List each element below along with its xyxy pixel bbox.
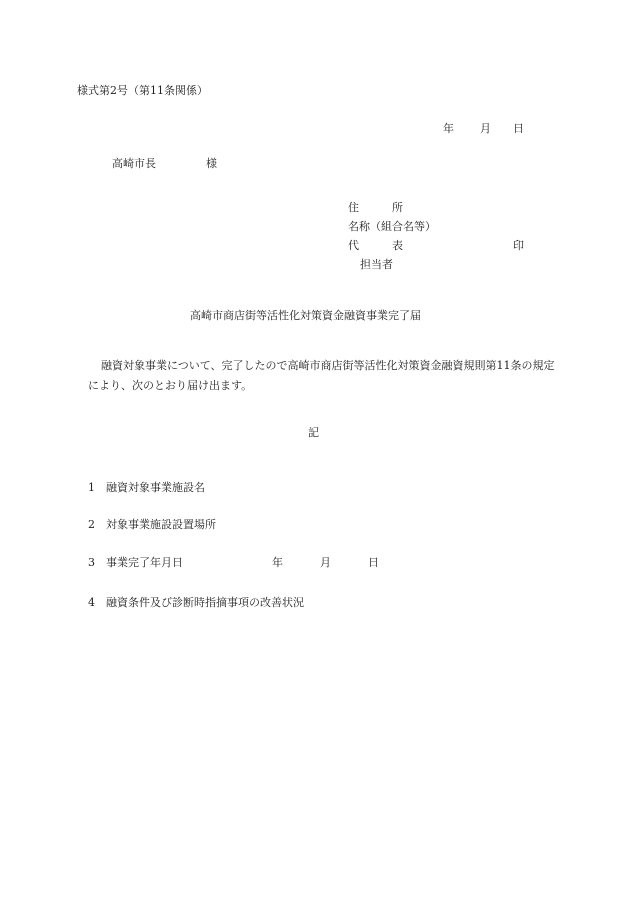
document-title: 高崎市商店街等活性化対策資金融資事業完了届 <box>190 309 421 322</box>
date-year: 年 <box>443 122 454 135</box>
date-month: 月 <box>480 122 491 135</box>
item-label: 事業完了年月日 <box>106 556 183 569</box>
name-label: 名称（組合名等） <box>348 220 436 233</box>
list-item <box>88 518 216 532</box>
completion-year: 年 <box>272 556 283 569</box>
addressee <box>112 157 217 171</box>
contact-person-label: 担当者 <box>360 258 393 271</box>
item-number: 2 <box>88 518 95 531</box>
representative-label: 代 表 <box>348 239 403 252</box>
address-label: 住 所 <box>348 201 403 214</box>
item-number: 3 <box>88 556 95 569</box>
item-number: 4 <box>88 596 95 609</box>
date-line <box>443 122 524 136</box>
seal-mark: 印 <box>513 239 524 252</box>
item-number: 1 <box>88 481 95 494</box>
date-day: 日 <box>513 122 524 135</box>
item-label: 対象事業施設設置場所 <box>106 518 216 531</box>
item-label: 融資条件及び診断時指摘事項の改善状況 <box>106 596 304 609</box>
body-text: 融資対象事業について、完了したので高崎市商店街等活性化対策資金融資規則第11条の規定により、次のとおり届け出ます。 <box>88 359 555 392</box>
completion-day: 日 <box>368 556 379 569</box>
form-label: 様式第2号（第11条関係） <box>77 84 208 97</box>
addressee-honorific: 様 <box>206 157 217 170</box>
list-item <box>88 481 205 495</box>
list-item <box>88 596 304 610</box>
list-item <box>88 556 183 570</box>
completion-month: 月 <box>320 556 331 569</box>
ki-heading: 記 <box>308 426 319 439</box>
item-label: 融資対象事業施設名 <box>106 481 205 494</box>
addressee-name: 高崎市長 <box>112 157 156 170</box>
